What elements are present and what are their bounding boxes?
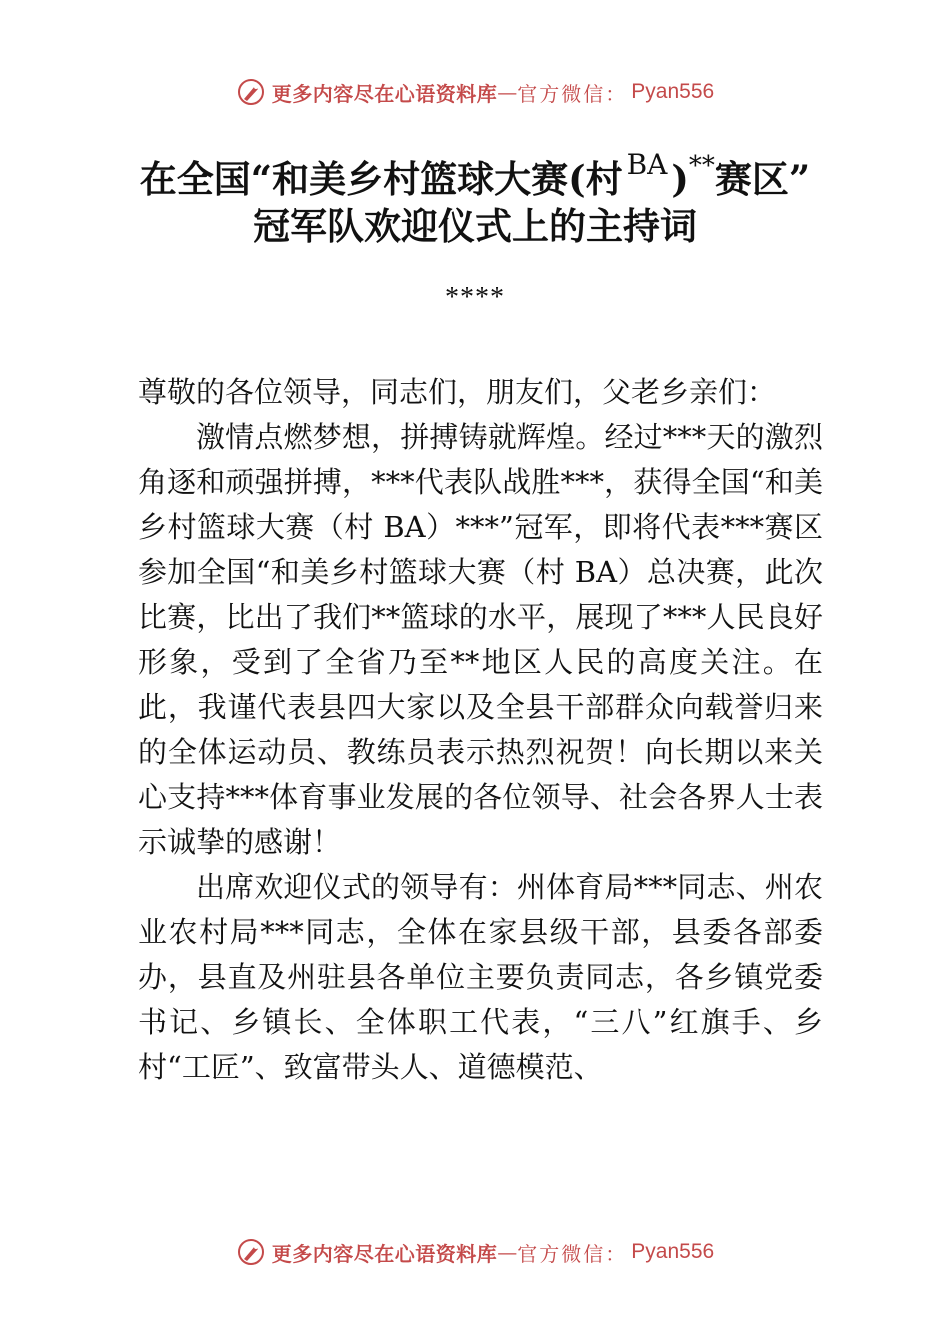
author: **** (445, 282, 505, 313)
body-paragraph: 激情点燃梦想，拼搏铸就辉煌。经过***天的激烈角逐和顽强拼搏，***代表队战胜***，获得全国“和美乡村篮球大赛（村 BA）***”冠军，即将代表***赛区参加全国“和美乡村篮球大赛（村 BA）总决赛，此次比赛，比出了我们**篮球的水平，展现了***人民良好形象，受到了全省乃至**地区人民的高度关注。在此，我谨代表县四大家以及全县干部群众向载誉归来的全体运动员、教练员表示热烈祝贺！向长期以来关心支持***体育事业发展的各位领导、社会各界人士表示诚挚的感谢！ (138, 420, 823, 859)
footer-watermark (0, 1232, 950, 1272)
title-part-c: 赛区” (714, 157, 811, 201)
title-ba: BA (626, 148, 668, 181)
watermark-separator: — (497, 80, 518, 104)
watermark-separator: — (497, 1240, 518, 1264)
body-paragraph: 出席欢迎仪式的领导有：州体育局***同志、州农业农村局***同志，全体在家县级干部，县委各部委办，县直及州驻县各单位主要负责同志，各乡镇党委书记、乡镇长、全体职工代表，“三八”红旗手、乡村“工匠”、致富带头人、道德模范、 (138, 870, 823, 1084)
pen-nib-logo-icon (236, 1237, 266, 1267)
watermark-text: 更多内容尽在心语资料库 (271, 1241, 498, 1266)
salutation-paragraph: 尊敬的各位领导，同志们，朋友们，父老乡亲们： (138, 375, 777, 409)
watermark-text: 更多内容尽在心语资料库 (271, 81, 498, 106)
header-watermark (0, 72, 950, 112)
title-part-b: ) (671, 157, 689, 201)
title-stars: ** (688, 151, 715, 181)
watermark-wechat-id: Pyan556 (631, 80, 715, 103)
title-part-a: 在全国“和美乡村篮球大赛(村 (139, 157, 623, 201)
document-title-line2: 冠军队欢迎仪式上的主持词 (253, 204, 697, 248)
document-body (138, 370, 823, 1090)
watermark-wechat-label: 官方微信： (517, 1241, 628, 1266)
watermark-wechat-id: Pyan556 (631, 1240, 715, 1263)
watermark-wechat-label: 官方微信： (517, 81, 628, 106)
document-title-line1 (0, 148, 950, 203)
pen-nib-logo-icon (236, 77, 266, 107)
